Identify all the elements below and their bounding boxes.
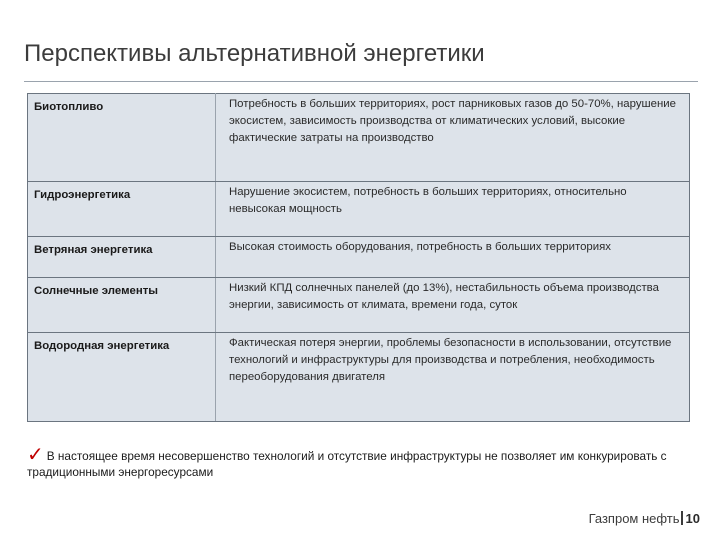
table-row — [28, 278, 690, 333]
table-row — [28, 333, 690, 422]
energy-type-cell: Гидроэнергетика — [28, 182, 216, 237]
table-row — [28, 182, 690, 237]
energy-type-cell: Водородная энергетика — [28, 333, 216, 422]
checkmark-icon: ✓ — [27, 442, 44, 466]
energy-table — [27, 93, 690, 422]
conclusion-note — [27, 442, 697, 480]
energy-type-cell: Солнечные элементы — [28, 278, 216, 333]
slide-title: Перспективы альтернативной энергетики — [24, 40, 485, 67]
drawbacks-cell: Потребность в больших территориях, рост парниковых газов до 50-70%, нарушение экосистем, зависимость производства от климатических условий, высокие фактические затраты на производство — [216, 94, 690, 182]
footer-divider — [681, 511, 683, 525]
energy-type-cell: Ветряная энергетика — [28, 237, 216, 278]
footer — [589, 511, 700, 526]
title-divider — [24, 81, 698, 82]
conclusion-text: В настоящее время несовершенство технологий и отсутствие инфраструктуры не позволяет им конкурировать с традиционными энергоресурсами — [27, 449, 667, 479]
page-number: 10 — [685, 511, 700, 526]
drawbacks-cell: Нарушение экосистем, потребность в больших территориях, относительно невысокая мощность — [216, 182, 690, 237]
table-row — [28, 94, 690, 182]
company-name: Газпром нефть — [588, 511, 680, 526]
drawbacks-cell: Низкий КПД солнечных панелей (до 13%), нестабильность объема производства энергии, зависимость от климата, времени года, суток — [216, 278, 690, 333]
drawbacks-cell: Фактическая потеря энергии, проблемы безопасности в использовании, отсутствие технологий и инфраструктуры для производства и потребления, необходимость переоборудования двигателя — [216, 333, 690, 422]
energy-type-cell: Биотопливо — [28, 94, 216, 182]
drawbacks-cell: Высокая стоимость оборудования, потребность в больших территориях — [216, 237, 690, 278]
table-row — [28, 237, 690, 278]
